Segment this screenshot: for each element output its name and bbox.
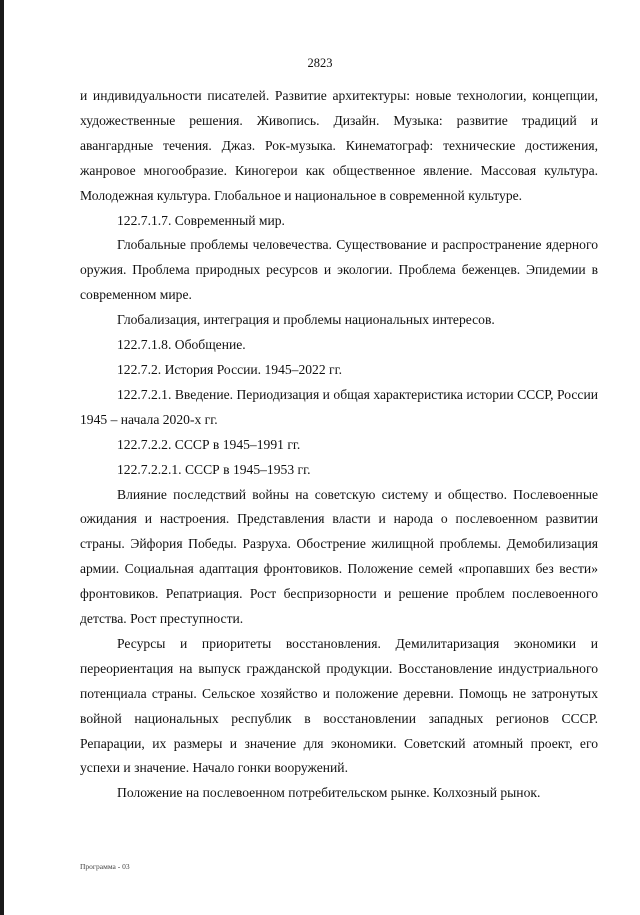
- scan-edge: [0, 0, 4, 915]
- page-body: [80, 84, 598, 806]
- page-footer: Программа - 03: [80, 862, 130, 871]
- paragraph-war-consequences: Влияние последствий войны на советскую систему и общество. Послевоенные ожидания и настроения. Представления власти и народа о послевоенном развитии страны. Эйфория Победы. Разруха. Обострение жилищной проблемы. Демобилизация армии. Социальная адаптация фронтовиков. Положение семей «пропавших без вести» фронтовиков. Репатриация. Рост беспризорности и решение проблем послевоенного детства. Рост преступности.: [80, 486, 598, 627]
- paragraph-restoration-resources: Ресурсы и приоритеты восстановления. Демилитаризация экономики и переориентация на выпуск гражданской продукции. Восстановление индустриального потенциала страны. Сельское хозяйство и положение деревни. Помощь не затронутых войной национальных республик в восстановлении западных регионов СССР. Репарации, их размеры и значение для экономики. Советский атомный проект, его успехи и значение. Начало гонки вооружений.: [80, 635, 598, 776]
- paragraph-global-problems: Глобальные проблемы человечества. Существование и распространение ядерного оружия. Проблема природных ресурсов и экологии. Проблема беженцев. Эпидемии в современном мире.: [80, 237, 598, 303]
- section-heading-generalization: 122.7.1.8. Обобщение.: [117, 337, 246, 353]
- section-heading-ussr-1945-1953: 122.7.2.2.1. СССР в 1945–1953 гг.: [117, 461, 311, 477]
- section-heading-ussr-1945-1991: 122.7.2.2. СССР в 1945–1991 гг.: [117, 436, 301, 452]
- section-heading-russia-history: 122.7.2. История России. 1945–2022 гг.: [117, 361, 343, 377]
- page-number: 2823: [307, 56, 333, 70]
- paragraph-culture-continued: и индивидуальности писателей. Развитие архитектуры: новые технологии, концепции, художественные решения. Живопись. Дизайн. Музыка: развитие традиций и авангардные течения. Джаз. Рок-музыка. Кинематограф: технические достижения, жанровое многообразие. Киногерои как общественное явление. Массовая культура. Молодежная культура. Глобальное и национальное в современной культуре.: [80, 88, 598, 203]
- paragraph-introduction: 122.7.2.1. Введение. Периодизация и общая характеристика истории СССР, России 1945 – начала 2020-х гг.: [80, 386, 598, 427]
- section-heading-modern-world: 122.7.1.7. Современный мир.: [117, 212, 285, 228]
- paragraph-globalization: Глобализация, интеграция и проблемы национальных интересов.: [117, 312, 495, 328]
- paragraph-consumer-market: Положение на послевоенном потребительском рынке. Колхозный рынок.: [117, 785, 541, 801]
